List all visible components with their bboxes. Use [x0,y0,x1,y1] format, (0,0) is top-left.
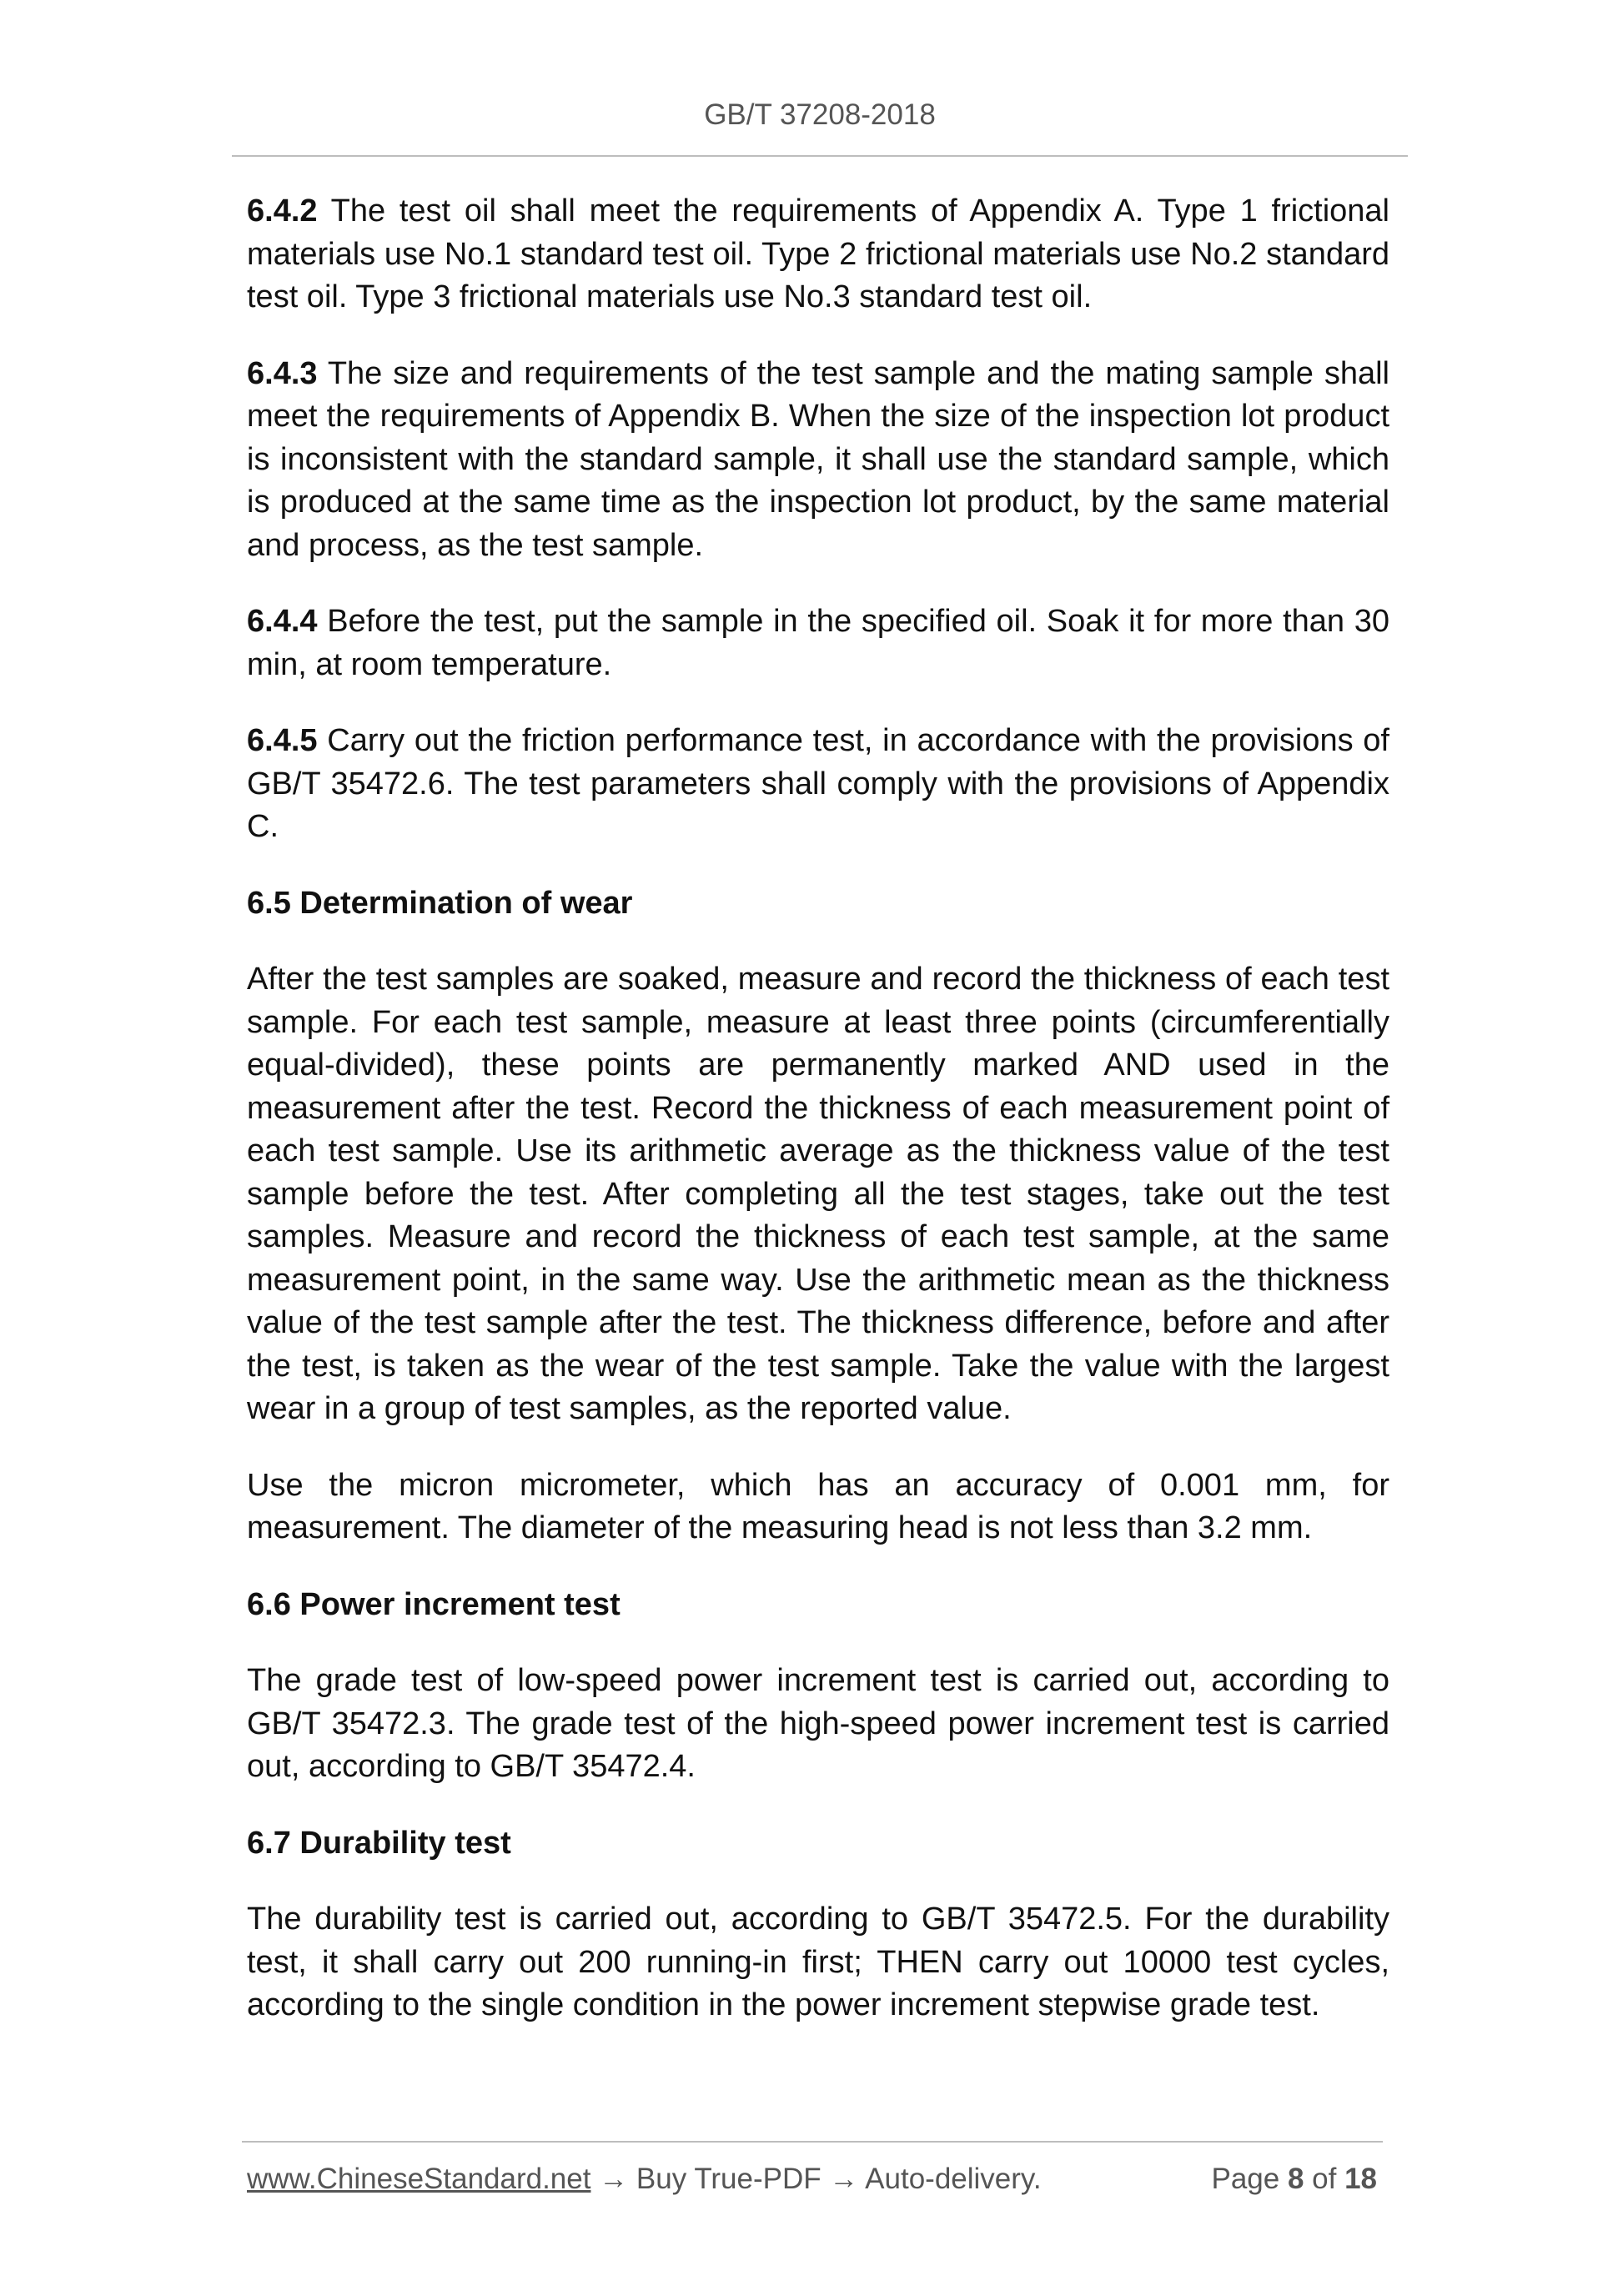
page-label: Page [1211,2163,1288,2195]
clause-number: 6.4.2 [247,193,318,229]
page-indicator [1211,2163,1377,2196]
clause-number: 6.4.3 [247,355,318,391]
section-6-5-paragraph-2: Use the micron micrometer, which has an accuracy of 0.001 mm, for measurement. The diameter of the measuring head is not less than 3.2 mm. [247,1467,1389,1545]
page-of: of [1304,2163,1345,2195]
clause-text: The test oil shall meet the requirements of Appendix A. Type 1 frictional materials use No.1 standard test oil. Type 2 frictional materials use No.2 standard test oil. Type 3 frictional materials use No.3 standard test oil. [247,193,1389,314]
page-header: GB/T 37208-2018 [704,98,936,131]
section-heading-6-6: 6.6 Power increment test [247,1586,621,1622]
page-total: 18 [1344,2163,1377,2195]
clause-number: 6.4.5 [247,723,318,758]
page-current: 8 [1287,2163,1304,2195]
clause-6-4-5 [247,720,1389,849]
section-heading-6-7: 6.7 Durability test [247,1825,511,1861]
clause-6-4-4 [247,600,1389,686]
footer-divider [242,2141,1383,2143]
website-link[interactable]: www.ChineseStandard.net [247,2163,591,2195]
header-divider [232,155,1408,157]
clause-number: 6.4.4 [247,604,318,639]
section-6-6-paragraph: The grade test of low-speed power increment test is carried out, according to GB/T 35472.3. The grade test of the high-speed power increment test is carried out, according to GB/T 35472.4. [247,1663,1389,1784]
clause-text: The size and requirements of the test sample and the mating sample shall meet the requirements of Appendix B. When the size of the inspection lot product is inconsistent with the standard sample, it shall use the standard sample, which is produced at the same time as the inspection lot product, by the same material and process, as the test sample. [247,355,1389,563]
footer-promo [247,2163,1042,2196]
clause-text: Carry out the friction performance test, in accordance with the provisions of GB/T 35472.6. The test parameters shall comply with the provisions of Appendix C. [247,723,1389,844]
section-6-5-paragraph-1: After the test samples are soaked, measure and record the thickness of each test sample. For each test sample, measure at least three points (circumferentially equal-divided), these points are permanently marked AND used in the measurement after the test. Record the thickness of each measurement point of each test sample. Use its arithmetic average as the thickness value of the test sample before the test. After completing all the test stages, take out the test samples. Measure and record the thickness of each test sample, at the same measurement point, in the same way. Use the arithmetic mean as the thickness value of the test sample after the test. The thickness difference, before and after the test, is taken as the wear of the test sample. Take the value with the largest wear in a group of test samples, as the reported value. [247,962,1389,1426]
section-6-7-paragraph: The durability test is carried out, according to GB/T 35472.5. For the durability test, it shall carry out 200 running-in first; THEN carry out 10000 test cycles, according to the single condition in the power increment stepwise grade test. [247,1902,1389,2022]
section-heading-6-5: 6.5 Determination of wear [247,885,633,921]
clause-6-4-2 [247,190,1389,319]
clause-6-4-3 [247,353,1389,568]
clause-text: Before the test, put the sample in the specified oil. Soak it for more than 30 min, at room temperature. [247,604,1389,682]
document-body [247,190,1389,2061]
footer-tagline: → Buy True-PDF → Auto-delivery. [590,2163,1042,2195]
